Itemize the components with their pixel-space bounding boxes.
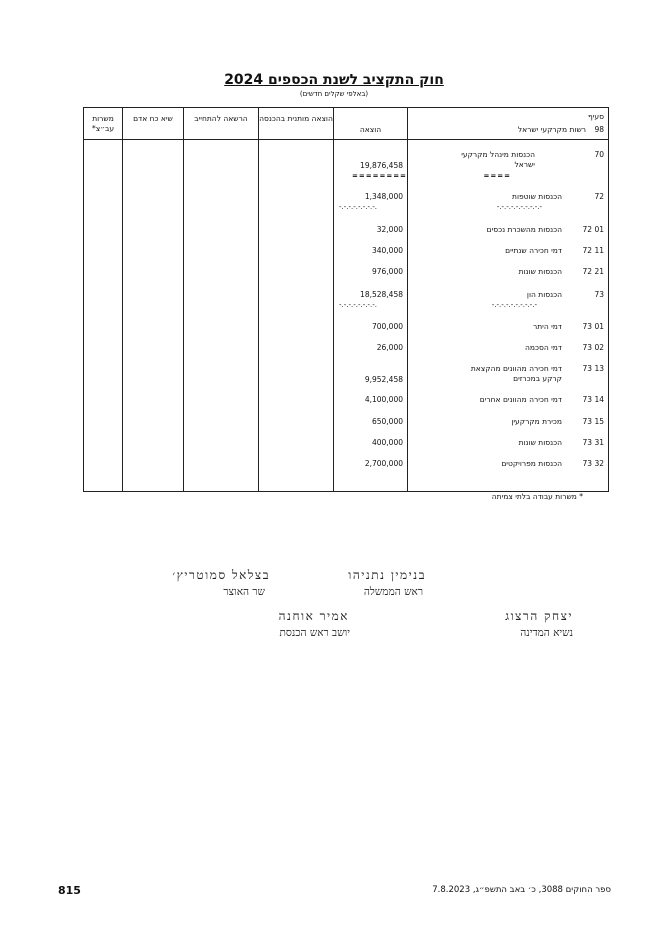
row-label: מכירת מקרקעין xyxy=(511,417,562,426)
row-code: 73 01 xyxy=(582,322,604,331)
fm-role: שר האוצר xyxy=(223,586,265,598)
amount-marker: -.-.-.-.-.-.-.-. xyxy=(339,301,378,309)
table-row xyxy=(84,438,608,454)
header-commitment-authority: הרשאה להתחייב xyxy=(194,114,248,123)
row-marker: -.-.-.-.-.-.-.-.-.- xyxy=(496,203,542,211)
header-work-units: משרות עב״צ* xyxy=(91,114,115,133)
row-label: דמי היתר xyxy=(533,322,562,331)
header-divider xyxy=(84,139,608,140)
row-marker: -.-.-.-.-.-.-.-.-.- xyxy=(491,301,537,309)
row-code: 70 xyxy=(594,150,604,159)
row-label: הכנסות מפרויקטים xyxy=(501,459,562,468)
table-row xyxy=(84,364,608,390)
row-amount: 340,000 xyxy=(371,246,403,255)
pm-signature-name: בנימין נתניהו xyxy=(348,568,426,582)
row-amount: 2,700,000 xyxy=(364,459,403,468)
fm-signature-name: בצלאל סמוטריץ׳ xyxy=(172,568,270,582)
table-row xyxy=(84,246,608,262)
header-section: סעיף xyxy=(587,112,604,121)
row-amount: 1,348,000 xyxy=(364,192,403,201)
row-label: דמי חכירה מהוונים מהקצאת קרקע במכרזים xyxy=(470,364,562,383)
amount-marker: -.-.-.-.-.-.-.-. xyxy=(339,203,378,211)
row-label: הכנסות מהשכרת נכסים xyxy=(486,225,562,234)
row-amount: 9,952,458 xyxy=(364,375,403,384)
row-amount: 26,000 xyxy=(376,343,403,352)
page-number: 815 xyxy=(58,884,81,897)
table-row xyxy=(84,417,608,433)
table-row xyxy=(84,225,608,241)
table-row xyxy=(84,150,608,180)
amount-marker: ======== xyxy=(352,172,407,180)
row-amount: 650,000 xyxy=(371,417,403,426)
row-code: 73 xyxy=(594,290,604,299)
table-row xyxy=(84,322,608,338)
row-label: דמי הסכמה xyxy=(525,343,562,352)
budget-table xyxy=(83,107,609,492)
page-title: חוק התקציב לשנת הכספים 2024 xyxy=(224,72,444,88)
row-label: הכנסות הון xyxy=(526,290,562,299)
row-label: הכנסות מינהל מקרקעי ישראל xyxy=(461,150,535,169)
row-code: 72 xyxy=(594,192,604,201)
footnote: * משרות עבודה בלתי צמיתה xyxy=(491,492,583,501)
header-authority-name: רשות מקרקעי ישראל xyxy=(517,125,586,134)
row-amount: 19,876,458 xyxy=(360,161,403,170)
row-code: 73 32 xyxy=(582,459,604,468)
table-row xyxy=(84,343,608,359)
row-code: 73 31 xyxy=(582,438,604,447)
pm-role: ראש הממשלה xyxy=(363,586,423,598)
table-row xyxy=(84,192,608,211)
row-amount: 4,100,000 xyxy=(364,395,403,404)
table-row xyxy=(84,395,608,411)
header-conditional-expense: הוצאה מותנית בהכנסה xyxy=(259,114,333,123)
header-manpower: שיא כח אדם xyxy=(133,114,173,123)
row-code: 73 14 xyxy=(582,395,604,404)
row-label: דמי חכירה שנתיים xyxy=(505,246,562,255)
row-label: הכנסות שונות xyxy=(518,267,562,276)
row-amount: 700,000 xyxy=(371,322,403,331)
row-code: 72 11 xyxy=(582,246,604,255)
row-code: 72 21 xyxy=(582,267,604,276)
table-row xyxy=(84,267,608,283)
gazette-reference: ספר החוקים 3088, כ׳ באב התשפ״ג, 7.8.2023 xyxy=(432,885,611,895)
speaker-signature-name: אמיר אוחנה xyxy=(278,609,349,623)
row-amount: 32,000 xyxy=(376,225,403,234)
page-subtitle: (באלפי שקלים חדשים) xyxy=(299,90,369,98)
row-code: 73 13 xyxy=(582,364,604,373)
table-row xyxy=(84,459,608,475)
header-expense: הוצאה xyxy=(359,125,382,134)
row-label: הכנסות שוטפות xyxy=(512,192,562,201)
row-amount: 400,000 xyxy=(371,438,403,447)
row-code: 73 15 xyxy=(582,417,604,426)
president-role: נשיא המדינה xyxy=(520,627,573,639)
row-amount: 18,528,458 xyxy=(360,290,403,299)
row-code: 72 01 xyxy=(582,225,604,234)
header-authority-code: 98 xyxy=(594,125,604,134)
row-label: הכנסות שונות xyxy=(518,438,562,447)
president-signature-name: יצחק הרצוג xyxy=(505,609,573,623)
row-marker: ==== xyxy=(483,172,511,180)
row-code: 73 02 xyxy=(582,343,604,352)
table-row xyxy=(84,290,608,309)
row-label: דמי חכירה מהוונים אחרים xyxy=(479,395,562,404)
speaker-role: יושב ראש הכנסת xyxy=(279,627,350,639)
row-amount: 976,000 xyxy=(371,267,403,276)
